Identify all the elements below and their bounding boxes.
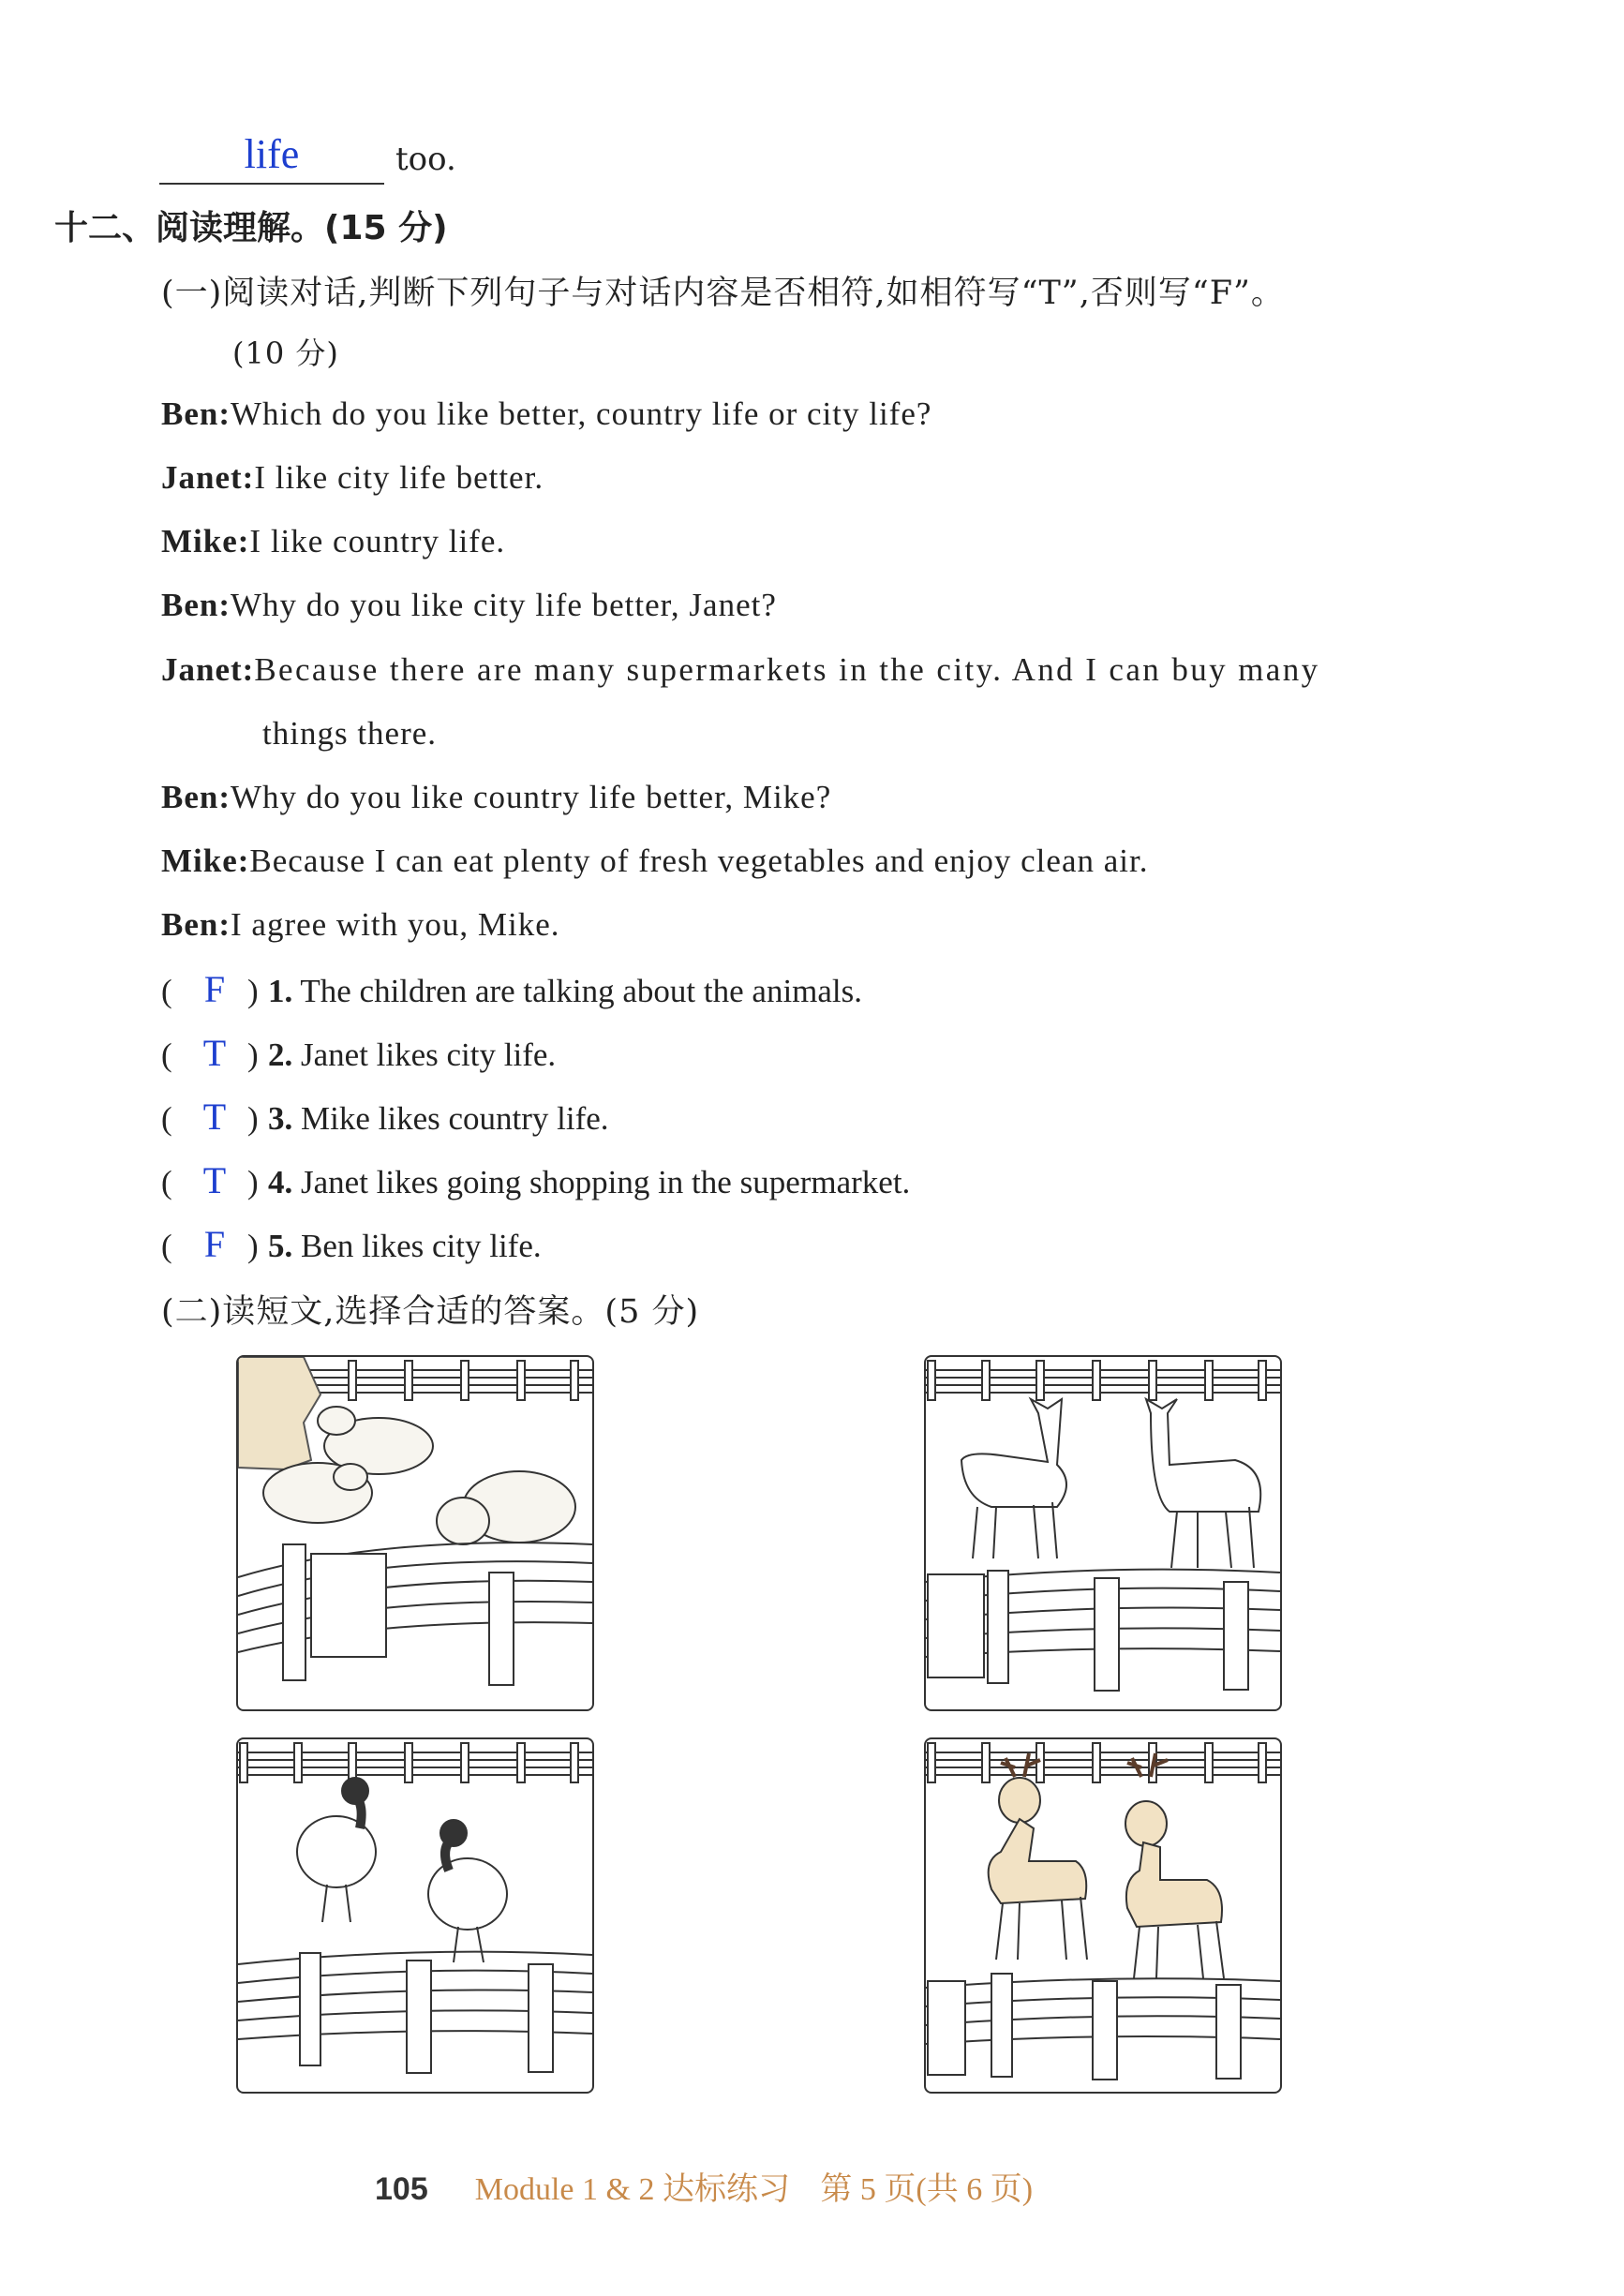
paren-open: (	[161, 1228, 172, 1264]
paren-close: )	[247, 973, 259, 1009]
picture-deer	[924, 1737, 1282, 2094]
picture-ostriches	[236, 1737, 594, 2094]
dialogue-line	[161, 395, 931, 433]
section-title: 十二、阅读理解。(15 分)	[54, 209, 448, 247]
speaker: Ben:	[161, 906, 231, 943]
dialogue-line	[161, 651, 1320, 689]
answer-mark: F	[203, 1223, 226, 1265]
paren-open: (	[161, 1164, 172, 1200]
dialogue-line	[161, 906, 560, 944]
question-number: 5.	[268, 1228, 293, 1264]
paren-open: (	[161, 1036, 172, 1073]
dialogue-line	[161, 459, 544, 497]
picture-sheep-and-cow	[236, 1355, 594, 1711]
answer-mark: T	[202, 1032, 227, 1074]
question-item	[161, 1031, 556, 1075]
question-number: 1.	[268, 973, 293, 1009]
speaker: Ben:	[161, 779, 231, 815]
dialogue-text: Because there are many supermarkets in the city. And I can buy many	[254, 651, 1320, 688]
question-item	[161, 1158, 910, 1202]
dialogue-text: Why do you like country life better, Mike?	[231, 779, 832, 815]
part2-instruction: (二)读短文,选择合适的答案。(5 分)	[161, 1293, 700, 1331]
part1-instruction: (一)阅读对话,判断下列句子与对话内容是否相符,如相符写“T”,否则写“F”。	[161, 275, 1285, 312]
question-text: Mike likes country life.	[301, 1100, 609, 1137]
question-text: Janet likes city life.	[301, 1036, 557, 1073]
paren-open: (	[161, 1100, 172, 1137]
page-footer	[375, 2163, 1033, 2209]
paren-close: )	[247, 1100, 259, 1137]
speaker: Ben:	[161, 395, 231, 432]
dialogue-continuation: things there.	[262, 715, 438, 752]
answer-mark: T	[202, 1096, 227, 1138]
fill-blank-answer: life	[159, 127, 384, 185]
question-number: 2.	[268, 1036, 293, 1073]
speaker: Janet:	[161, 459, 255, 496]
question-item	[161, 967, 862, 1011]
speaker: Ben:	[161, 587, 231, 623]
question-number: 3.	[268, 1100, 293, 1137]
dialogue-line	[161, 523, 505, 560]
question-item	[161, 1222, 542, 1266]
speaker: Janet:	[161, 651, 255, 688]
question-number: 4.	[268, 1164, 293, 1200]
picture-llamas	[924, 1355, 1282, 1711]
question-text: Janet likes going shopping in the supermarket.	[301, 1164, 911, 1200]
dialogue-text: Which do you like better, country life or city life?	[231, 395, 932, 432]
answer-mark: F	[203, 968, 226, 1010]
dialogue-text: I like city life better.	[254, 459, 544, 496]
question-text: Ben likes city life.	[301, 1228, 542, 1264]
speaker: Mike:	[161, 523, 250, 559]
dialogue-text: Why do you like city life better, Janet?	[231, 587, 777, 623]
sentence-tail: too.	[395, 141, 456, 178]
answer-mark: T	[202, 1159, 227, 1201]
sheet-label: 第 5 页(共 6 页)	[820, 2172, 1034, 2207]
page-number: 105	[375, 2171, 428, 2207]
paren-close: )	[247, 1036, 259, 1073]
dialogue-line	[161, 779, 831, 816]
dialogue-line	[161, 587, 777, 624]
module-label: Module 1 & 2 达标练习	[474, 2172, 790, 2207]
question-text: The children are talking about the animals.	[300, 973, 863, 1009]
speaker: Mike:	[161, 842, 250, 879]
dialogue-text: I agree with you, Mike.	[231, 906, 560, 943]
dialogue-line	[161, 842, 1148, 880]
paren-close: )	[247, 1164, 259, 1200]
dialogue-text: Because I can eat plenty of fresh vegetables and enjoy clean air.	[249, 842, 1149, 879]
part1-points: (10 分)	[232, 335, 339, 371]
paren-close: )	[247, 1228, 259, 1264]
dialogue-text: I like country life.	[249, 523, 506, 559]
question-item	[161, 1095, 609, 1139]
paren-open: (	[161, 973, 172, 1009]
